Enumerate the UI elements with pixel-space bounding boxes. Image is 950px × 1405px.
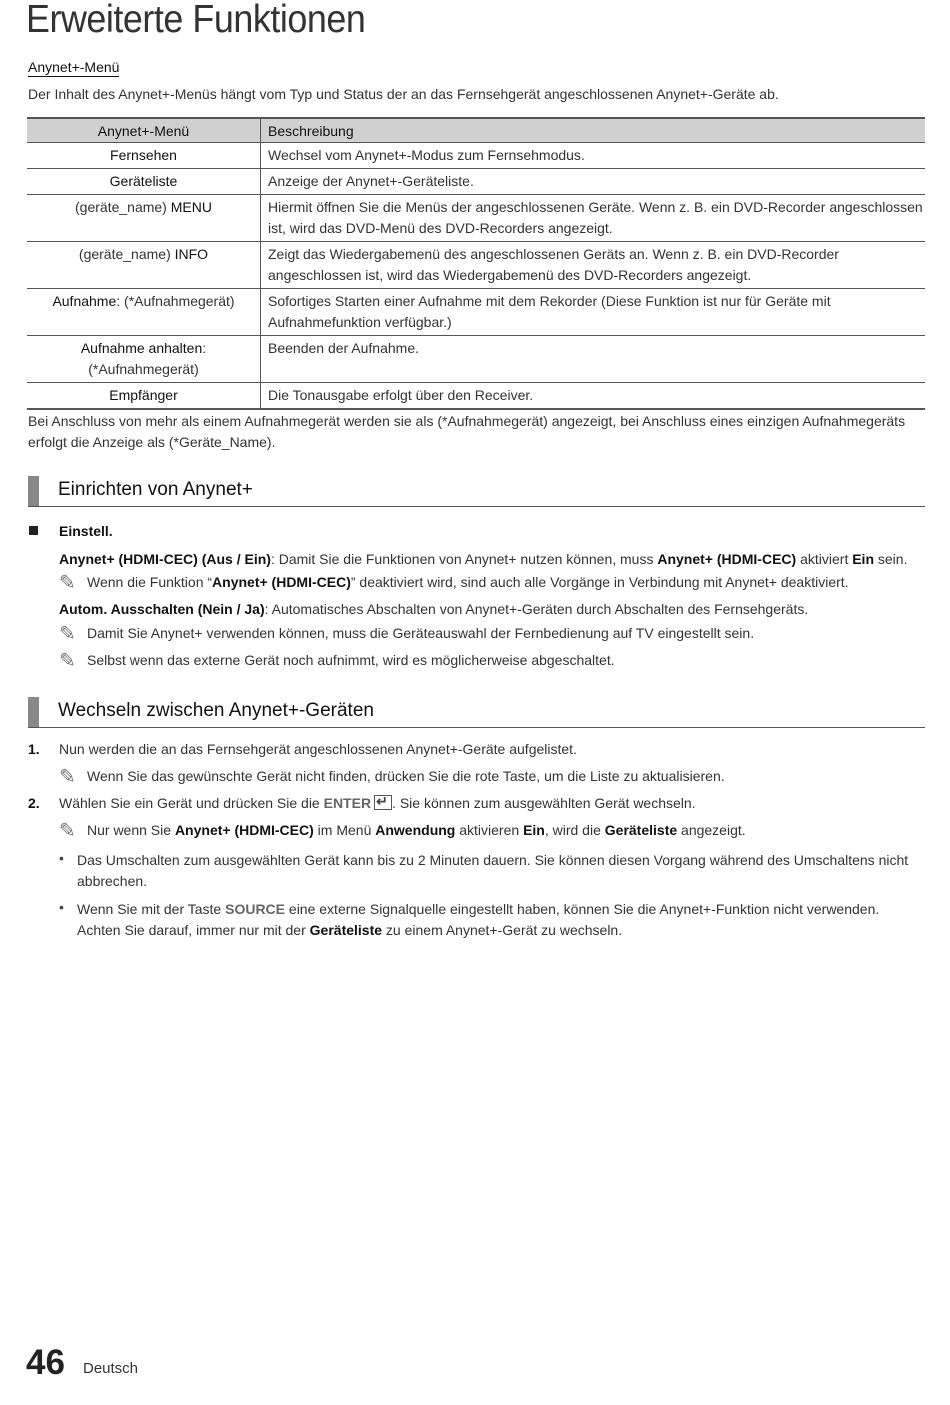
option-text: : Damit Sie die Funktionen von Anynet+ nutzen können, muss — [270, 551, 658, 567]
menu-item-description: Hiermit öffnen Sie die Menüs der angeschlossenen Geräte. Wenn z. B. ein DVD-Recorder angeschlossen ist, wird das DVD-Menü des DVD-Recorders angezeigt. — [261, 195, 926, 242]
step-text-part: . Sie können zum ausgewählten Gerät wechseln. — [392, 795, 696, 811]
option-emphasis: Anynet+ (HDMI-CEC) — [657, 551, 797, 567]
menu-item-suffix: : (*Aufnahmegerät) — [116, 293, 235, 309]
note-text: Nur wenn Sie — [87, 822, 175, 838]
step-number: 2. — [28, 795, 40, 811]
enter-key-icon — [374, 795, 392, 810]
option-text: : Automatisches Abschalten von Anynet+-Geräten durch Abschalten des Fernsehgeräts. — [264, 601, 809, 617]
section-bar-marker — [28, 476, 39, 506]
table-row — [27, 242, 925, 289]
option-label: Anynet+ (HDMI-CEC) (Aus / Ein) — [59, 551, 271, 567]
note-item — [59, 623, 754, 645]
anynet-menu-heading: Anynet+-Menü — [28, 59, 120, 75]
note-text: Wenn die Funktion “ — [87, 574, 213, 590]
option-emphasis: Ein — [852, 551, 874, 567]
option-label: Autom. Ausschalten (Nein / Ja) — [59, 601, 265, 617]
menu-item-description: Beenden der Aufnahme. — [261, 336, 926, 383]
menu-item-description: Anzeige der Anynet+-Geräteliste. — [261, 169, 926, 195]
note-item — [59, 766, 725, 788]
section-title: Wechseln zwischen Anynet+-Geräten — [58, 700, 374, 721]
option-text: sein. — [874, 551, 908, 567]
anynet-menu-table — [27, 117, 925, 410]
bullet-dot-icon: • — [59, 850, 64, 866]
anynet-menu-intro: Der Inhalt des Anynet+-Menüs hängt vom Typ und Status der an das Fernsehgerät angeschlossenen Anynet+-Geräte ab. — [28, 86, 779, 102]
menu-item-description: Die Tonausgabe erfolgt über den Receiver. — [261, 383, 926, 410]
step-text-part: Wählen Sie ein Gerät und drücken Sie die — [59, 795, 324, 811]
source-key-label: SOURCE — [225, 901, 286, 917]
pencil-note-icon: ✎ — [59, 766, 76, 788]
bullet-item — [77, 899, 922, 941]
note-text: angezeigt. — [677, 822, 746, 838]
menu-item-line2: (*Aufnahmegerät) — [88, 361, 199, 377]
bullet-emphasis: Geräteliste — [309, 922, 383, 938]
page-number: 46 — [26, 1343, 65, 1382]
pencil-note-icon: ✎ — [59, 572, 76, 594]
note-text: Damit Sie Anynet+ verwenden können, muss die Geräteauswahl der Fernbedienung auf TV eingestellt sein. — [87, 625, 755, 641]
note-emphasis: Anynet+ (HDMI-CEC) — [212, 574, 351, 590]
table-row — [27, 383, 925, 410]
pencil-note-icon: ✎ — [59, 623, 76, 645]
step-text — [59, 793, 696, 814]
menu-item-name: INFO — [174, 246, 209, 262]
setup-auto-off-paragraph — [59, 599, 808, 620]
bullet-text: Wenn Sie mit der Taste — [77, 901, 226, 917]
step-number: 1. — [28, 741, 40, 757]
note-text: ” deaktiviert wird, sind auch alle Vorgänge in Verbindung mit Anynet+ deaktiviert. — [350, 574, 849, 590]
pencil-note-icon: ✎ — [59, 650, 76, 672]
note-text: im Menü — [313, 822, 376, 838]
note-text: aktivieren — [455, 822, 524, 838]
menu-item-name: Fernsehen — [110, 147, 177, 163]
bullet-text: zu einem Anynet+-Gerät zu wechseln. — [382, 922, 623, 938]
square-bullet-icon — [29, 526, 38, 535]
note-emphasis: Anwendung — [375, 822, 456, 838]
bullet-text: eine externe Signalquelle eingestellt haben, können Sie die Anynet+-Funktion nicht verwenden. Achten Sie darauf, immer nur mit der — [77, 901, 880, 938]
menu-item-name: MENU — [170, 199, 212, 215]
section-header-setup — [28, 476, 925, 507]
note-item — [59, 572, 849, 594]
note-item — [59, 820, 746, 842]
menu-item-prefix: (geräte_name) — [78, 246, 171, 262]
note-text: , wird die — [544, 822, 605, 838]
note-item — [59, 650, 615, 672]
table-row — [27, 143, 925, 169]
menu-item-name: Empfänger — [109, 387, 178, 403]
bullet-item: Das Umschalten zum ausgewählten Gerät kann bis zu 2 Minuten dauern. Sie können diesen Vorgang während des Umschaltens nicht abbrechen. — [77, 852, 909, 889]
menu-item-name: Aufnahme anhalten — [80, 340, 203, 356]
menu-item-description: Sofortiges Starten einer Aufnahme mit dem Rekorder (Diese Funktion ist nur für Geräte mit Aufnahmefunktion verfügbar.) — [261, 289, 926, 336]
setup-item-title: Einstell. — [59, 523, 113, 539]
menu-item-description: Zeigt das Wiedergabemenü des angeschlossenen Geräts an. Wenn z. B. ein DVD-Recorder angeschlossen ist, wird das Wiedergabemenü des DVD-Recorders angezeigt. — [261, 242, 926, 289]
note-emphasis: Ein — [523, 822, 545, 838]
page-language: Deutsch — [83, 1360, 139, 1377]
enter-key-label: ENTER — [323, 795, 372, 811]
note-emphasis: Geräteliste — [604, 822, 678, 838]
menu-item-description: Wechsel vom Anynet+-Modus zum Fernsehmodus. — [261, 143, 926, 169]
section-bar-marker — [28, 697, 39, 727]
pencil-note-icon: ✎ — [59, 820, 76, 842]
setup-hdmi-cec-paragraph — [59, 549, 907, 570]
table-row — [27, 195, 925, 242]
menu-item-name: Geräteliste — [109, 173, 178, 189]
table-row — [27, 336, 925, 383]
note-emphasis: Anynet+ (HDMI-CEC) — [174, 822, 314, 838]
step-text: Nun werden die an das Fernsehgerät angeschlossenen Anynet+-Geräte aufgelistet. — [59, 741, 577, 757]
table-row — [27, 169, 925, 195]
table-header-row — [27, 118, 925, 143]
page-title: Erweiterte Funktionen — [26, 0, 366, 41]
option-text: aktiviert — [796, 551, 853, 567]
menu-item-suffix: : — [202, 340, 207, 356]
column-header-menu: Anynet+-Menü — [27, 118, 261, 143]
note-text: Wenn Sie das gewünschte Gerät nicht finden, drücken Sie die rote Taste, um die Liste zu aktualisieren. — [87, 768, 725, 784]
menu-item-name: Aufnahme — [52, 293, 117, 309]
recorder-note: Bei Anschluss von mehr als einem Aufnahmegerät werden sie als (*Aufnahmegerät) angezeigt, bei Anschluss eines einzigen Aufnahmegeräts erfolgt die Anzeige als (*Geräte_Name). — [28, 413, 906, 450]
menu-item-prefix: (geräte_name) — [75, 199, 167, 215]
table-row — [27, 289, 925, 336]
section-title: Einrichten von Anynet+ — [58, 479, 253, 500]
column-header-description: Beschreibung — [261, 118, 926, 143]
bullet-dot-icon: • — [59, 899, 64, 915]
note-text: Selbst wenn das externe Gerät noch aufnimmt, wird es möglicherweise abgeschaltet. — [87, 652, 615, 668]
section-header-switching — [28, 697, 925, 728]
